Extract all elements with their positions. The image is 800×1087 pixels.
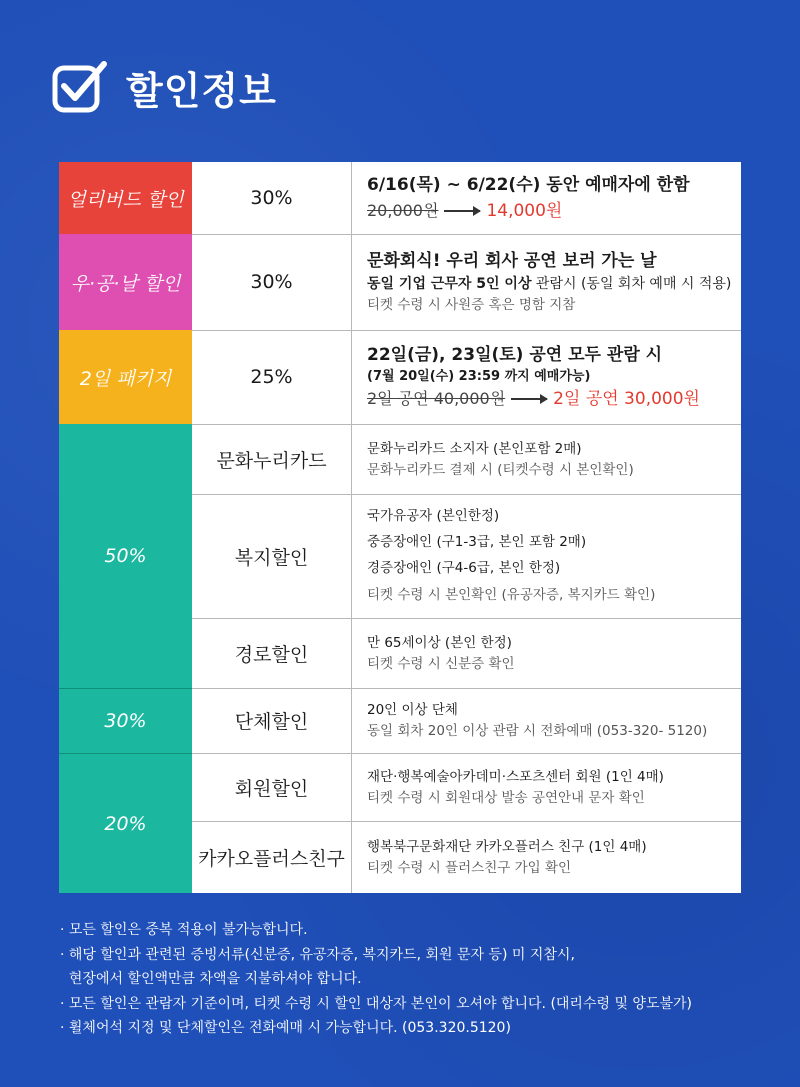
early-period: 6/16(목) ~ 6/22(수) 동안 예매자에 한함 xyxy=(367,174,690,195)
package-price xyxy=(367,386,741,412)
package-condition: 22일(금), 23일(토) 공연 모두 관람 시 xyxy=(367,344,663,365)
welfare-line1: 국가유공자 (본인한정) xyxy=(367,508,500,524)
early-new-price: 14,000원 xyxy=(486,200,563,221)
package-deadline: (7월 20일(수) 23:59 까지 예매가능) xyxy=(367,368,591,384)
early-old-price: 20,000원 xyxy=(367,200,439,220)
note-item: · 모든 할인은 관람자 기준이며, 티켓 수령 시 할인 대상자 본인이 오셔야 합니다. (대리수령 및 양도불가) xyxy=(60,995,692,1012)
ugongnal-headline: 문화회식! 우리 회사 공연 보러 가는 날 xyxy=(367,250,657,271)
package-old-price: 2일 공연 40,000원 xyxy=(367,388,506,408)
name-group: 단체할인 xyxy=(234,711,309,733)
category-early-bird: 얼리버드 할인 xyxy=(59,162,192,234)
discount-table xyxy=(59,162,741,893)
category-30: 30% xyxy=(59,688,192,753)
kakao-line2: 티켓 수령 시 플러스친구 가입 확인 xyxy=(367,859,572,876)
row-divider xyxy=(192,234,741,235)
category-20: 20% xyxy=(59,753,192,893)
culture-card-line1: 문화누리카드 소지자 (본인포함 2매) xyxy=(367,440,582,457)
ugongnal-condition-bold: 동일 기업 근무자 5인 이상 xyxy=(367,275,532,292)
senior-line1: 만 65세이상 (본인 한정) xyxy=(367,634,512,651)
rate-ugongnal: 30% xyxy=(250,271,293,293)
group-line1: 20인 이상 단체 xyxy=(367,702,458,718)
note-item: · 모든 할인은 중복 적용이 불가능합니다. xyxy=(60,922,308,938)
name-kakao: 카카오플러스친구 xyxy=(198,847,345,870)
desc-ugongnal xyxy=(351,234,741,330)
row-divider xyxy=(192,688,741,689)
name-welfare: 복지할인 xyxy=(234,546,309,569)
note-item: · 해당 할인과 관련된 증빙서류(신분증, 유공자증, 복지카드, 회원 문자 등) 미 지참시, xyxy=(60,946,575,963)
header xyxy=(52,58,277,116)
ugongnal-condition xyxy=(367,274,741,295)
welfare-line3: 경증장애인 (구4-6급, 본인 한정) xyxy=(367,560,561,576)
senior-line2: 티켓 수령 시 신분증 확인 xyxy=(367,655,515,672)
kakao-line1: 행복북구문화재단 카카오플러스 친구 (1인 4매) xyxy=(367,838,647,855)
notes xyxy=(60,918,692,1041)
member-line2: 티켓 수령 시 회원대상 발송 공연안내 문자 확인 xyxy=(367,789,645,806)
desc-package xyxy=(351,330,741,424)
culture-card-line2: 문화누리카드 결제 시 (티켓수령 시 본인확인) xyxy=(367,461,634,478)
desc-early xyxy=(351,162,741,234)
welfare-line2: 중증장애인 (구1-3급, 본인 포함 2매) xyxy=(367,534,587,550)
note-item: · 휠체어석 지정 및 단체할인은 전화예매 시 가능합니다. (053.320.5120) xyxy=(60,1020,511,1036)
rate-package: 25% xyxy=(250,366,293,388)
group-line2: 동일 회차 20인 이상 관람 시 전화예매 (053-320- 5120) xyxy=(367,723,708,739)
welfare-line4: 티켓 수령 시 본인확인 (유공자증, 복지카드 확인) xyxy=(367,587,656,603)
category-50: 50% xyxy=(59,424,192,688)
page-title: 할인정보 xyxy=(126,68,277,113)
package-new-price: 2일 공연 30,000원 xyxy=(553,388,700,409)
early-price xyxy=(367,198,741,224)
row-divider xyxy=(192,494,741,495)
desc-culture-card xyxy=(351,424,741,494)
row-divider xyxy=(192,424,741,425)
row-divider xyxy=(192,330,741,331)
column-divider xyxy=(351,162,352,893)
ugongnal-note: 티켓 수령 시 사원증 혹은 명함 지참 xyxy=(367,296,576,313)
arrow-icon xyxy=(444,210,480,212)
desc-welfare xyxy=(351,494,741,618)
name-member: 회원할인 xyxy=(234,777,309,800)
ugongnal-condition-rest: 관람시 (동일 회차 예매 시 적용) xyxy=(531,275,732,292)
rate-early: 30% xyxy=(250,187,293,209)
category-package: 2일 패키지 xyxy=(59,330,192,424)
category-ugongnal: 우·공·날 할인 xyxy=(59,234,192,330)
row-divider xyxy=(192,821,741,822)
desc-group xyxy=(351,688,741,753)
checkbox-icon xyxy=(52,58,110,116)
row-divider xyxy=(192,618,741,619)
note-item: 현장에서 할인액만큼 차액을 지불하셔야 합니다. xyxy=(60,971,362,987)
member-line1: 재단·행복예술아카데미·스포츠센터 회원 (1인 4매) xyxy=(367,768,664,785)
desc-member xyxy=(351,753,741,821)
name-senior: 경로할인 xyxy=(234,643,309,666)
desc-kakao xyxy=(351,821,741,893)
name-culture-card: 문화누리카드 xyxy=(216,449,327,472)
row-divider xyxy=(192,753,741,754)
arrow-icon xyxy=(511,398,547,400)
desc-senior xyxy=(351,618,741,688)
